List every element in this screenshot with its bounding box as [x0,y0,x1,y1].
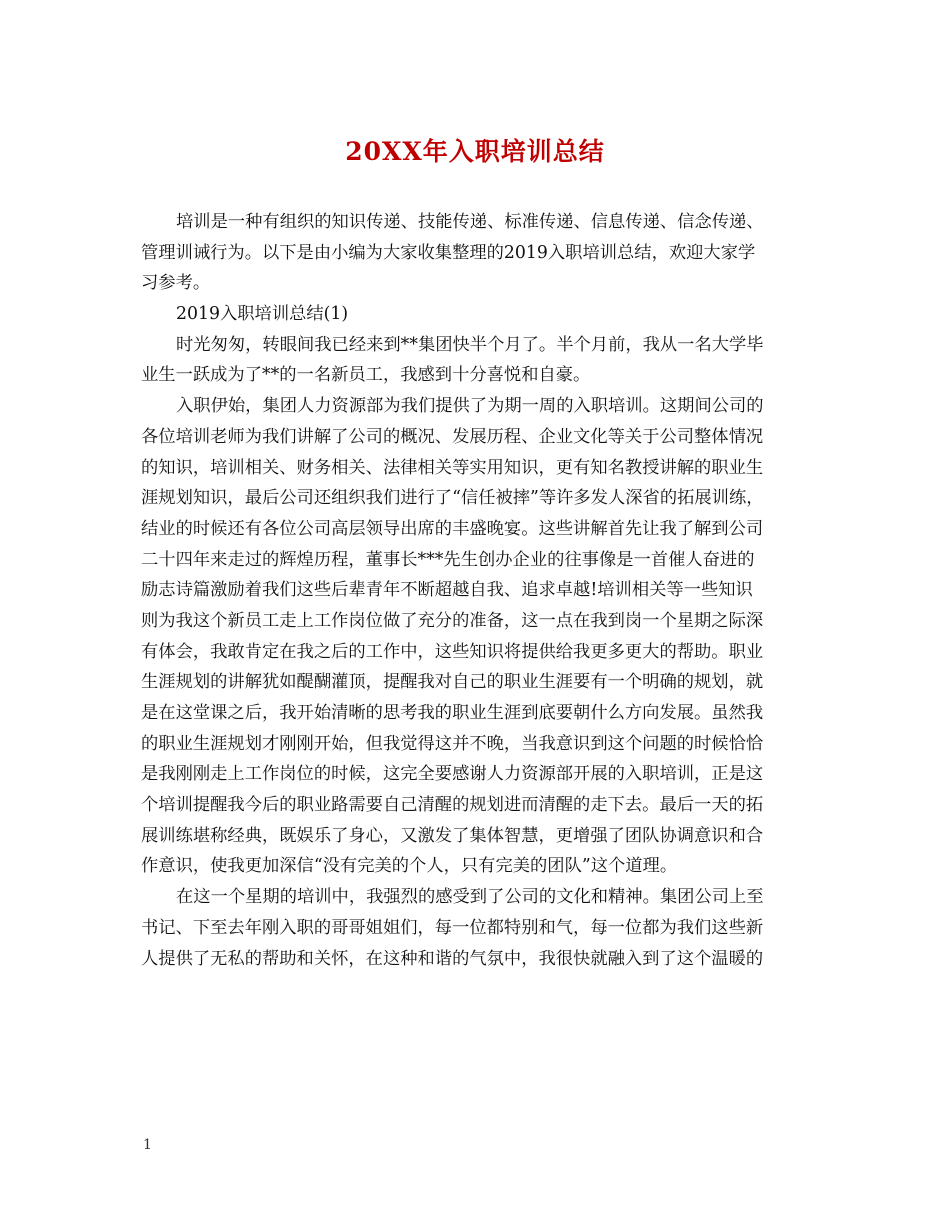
text-line: 生涯规划的讲解犹如醍醐灌顶，提醒我对自己的职业生涯要有一个明确的规划，就 [141,672,764,693]
text-line: 入职伊始，集团人力资源部为我们提供了为期一周的入职培训。这期间公司的 [176,396,764,417]
text-line: 的知识，培训相关、财务相关、法律相关等实用知识，更有知名教授讲解的职业生 [141,457,764,478]
text-line: 个培训提醒我今后的职业路需要自己清醒的规划进而清醒的走下去。最后一天的拓 [141,795,764,816]
text-line: 涯规划知识，最后公司还组织我们进行了“信任被摔”等许多发人深省的拓展训练， [141,488,764,509]
text-line: 二十四年来走过的辉煌历程，董事长***先生创办企业的往事像是一首催人奋进的 [141,549,755,570]
text-line: 是我刚刚走上工作岗位的时候，这完全要感谢人力资源部开展的入职培训，正是这 [141,764,764,785]
text-line: 业生一跃成为了**的一名新员工，我感到十分喜悦和自豪。 [141,365,591,386]
text-line: 管理训诫行为。以下是由小编为大家收集整理的2019入职培训总结，欢迎大家学 [141,242,756,263]
text-line: 展训练堪称经典，既娱乐了身心，又激发了集体智慧，更增强了团队协调意识和合 [141,825,764,846]
text-line: 习参考。 [141,273,211,294]
text-line: 则为我这个新员工走上工作岗位做了充分的准备，这一点在我到岗一个星期之际深 [141,610,764,631]
text-line: 时光匆匆，转眼间我已经来到**集团快半个月了。半个月前，我从一名大学毕 [176,334,764,355]
text-line: 是在这堂课之后，我开始清晰的思考我的职业生涯到底要朝什么方向发展。虽然我 [141,703,764,723]
text-line: 的职业生涯规划才刚刚开始，但我觉得这并不晚，当我意识到这个问题的时候恰恰 [141,733,764,754]
text-line: 2019入职培训总结(1) [176,304,349,325]
document-body [141,207,817,974]
text-line: 结业的时候还有各位公司高层领导出席的丰盛晚宴。这些讲解首先让我了解到公司 [141,518,764,539]
text-line: 励志诗篇激励着我们这些后辈青年不断超越自我、追求卓越!培训相关等一些知识 [141,580,753,601]
text-line: 各位培训老师为我们讲解了公司的概况、发展历程、企业文化等关于公司整体情况 [141,426,764,447]
page-number: 1 [143,1137,152,1153]
text-line: 培训是一种有组织的知识传递、技能传递、标准传递、信息传递、信念传递、 [176,212,764,232]
document-title: 20XX年入职培训总结 [345,137,605,166]
text-line: 书记、下至去年刚入职的哥哥姐姐们，每一位都特别和气，每一位都为我们这些新 [141,917,764,938]
text-line: 在这一个星期的培训中，我强烈的感受到了公司的文化和精神。集团公司上至 [176,887,764,908]
text-line: 作意识，使我更加深信“没有完美的个人，只有完美的团队”这个道理。 [141,856,678,877]
text-line: 有体会，我敢肯定在我之后的工作中，这些知识将提供给我更多更大的帮助。职业 [141,641,764,662]
text-line: 人提供了无私的帮助和关怀，在这种和谐的气氛中，我很快就融入到了这个温暖的 [141,948,764,969]
